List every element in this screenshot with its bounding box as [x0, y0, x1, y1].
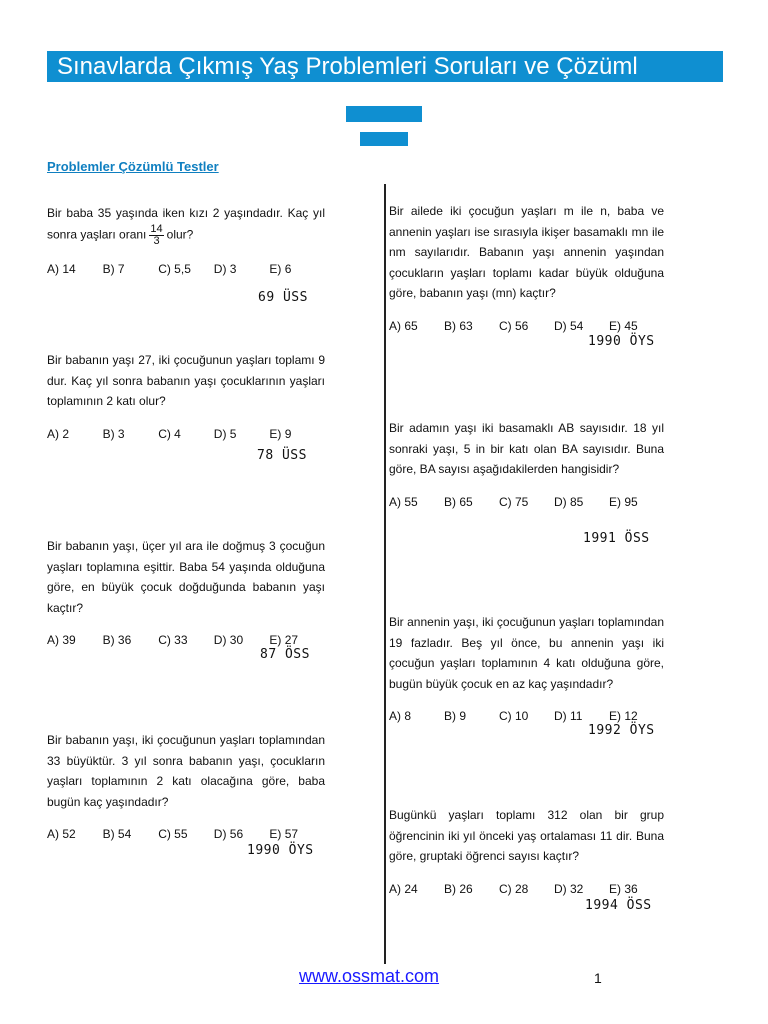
option-a: A) 39 [47, 633, 76, 647]
question-text: Bugünkü yaşları toplamı 312 olan bir grup öğrencinin iki yıl önceki yaş ortalaması 11 dir. Buna göre, gruptaki öğrenci sayısı kaçtır? [389, 808, 664, 863]
option-c: C) 4 [158, 426, 181, 441]
answer-options [47, 824, 325, 845]
option-a: A) 14 [47, 261, 76, 276]
option-e: E) 95 [609, 494, 638, 509]
footer-website-link[interactable]: www.ossmat.com [299, 966, 440, 986]
option-d: D) 54 [554, 318, 584, 333]
option-b: B) 65 [444, 494, 473, 509]
answer-options [389, 879, 664, 900]
source-label: 1990 ÖYS [247, 843, 314, 858]
option-d: D) 85 [554, 494, 584, 509]
page-title-banner [47, 51, 723, 82]
question-text: Bir annenin yaşı, iki çocuğunun yaşları toplamından 19 fazladır. Beş yıl önce, bu annenin yaşı iki çocuğun yaşları toplamının 4 katı olduğuna göre, bugün büyük çocuk en az kaç yaşındadır? [389, 615, 664, 691]
option-c: C) 33 [158, 633, 188, 647]
option-e: E) 12 [609, 709, 638, 723]
answer-options [389, 492, 664, 513]
source-label: 69 ÜSS [258, 290, 308, 305]
source-label: 1990 ÖYS [588, 334, 655, 349]
option-d: D) 11 [554, 709, 583, 723]
question-right-4 [389, 805, 664, 899]
option-d: D) 32 [554, 881, 584, 896]
question-text: Bir baba 35 yaşında iken kızı 2 yaşındadır. Kaç yıl sonra yaşları oranı $\frac{14}{3}$ olur? [47, 206, 325, 247]
question-text: Bir adamın yaşı iki basamaklı AB sayısıdır. 18 yıl sonraki yaşı, 5 in bir katı olan BA sayısıdır. Buna göre, BA sayısı aşağıdakilerden hangisidir? [389, 421, 664, 476]
option-b: B) 9 [444, 709, 467, 723]
source-label: 87 ÖSS [260, 647, 310, 662]
question-text: Bir ailede iki çocuğun yaşları m ile n, baba ve annenin yaşları ise sırasıyla ikişer basamaklı mn ile nm sayılarıdır. Babanın yaşı annenin yaşından çocukların yaşları toplamı kadar büyük olduğuna göre, babanın yaşı (mn) kaçtır? [389, 204, 664, 300]
question-right-1 [389, 201, 664, 336]
question-left-4 [47, 730, 325, 845]
source-label: 78 ÜSS [257, 448, 307, 463]
fraction: $\frac{14}{3}$ [150, 222, 163, 247]
decorative-bar-top [346, 106, 422, 122]
question-text: Bir babanın yaşı 27, iki çocuğunun yaşları toplamı 9 dur. Kaç yıl sonra babanın yaşı çocuklarının yaşları toplamının 2 katı olur? [47, 353, 325, 408]
option-c: C) 55 [158, 827, 188, 841]
option-e: E) 27 [269, 633, 299, 647]
source-label: 1991 ÖSS [583, 531, 650, 546]
source-label: 1994 ÖSS [585, 898, 652, 913]
option-a: A) 2 [47, 426, 70, 441]
option-d: D) 30 [213, 633, 244, 647]
option-c: C) 5,5 [158, 261, 191, 276]
option-d: D) 56 [213, 827, 244, 841]
column-divider [384, 184, 386, 964]
page-title: Sınavlarda Çıkmış Yaş Problemleri Soruları ve Çözüml [57, 53, 638, 80]
option-b: B) 54 [102, 827, 132, 841]
option-e: E) 36 [609, 881, 638, 896]
option-c: C) 10 [499, 709, 529, 723]
option-a: A) 55 [389, 494, 418, 509]
answer-options [47, 259, 325, 280]
option-a: A) 52 [47, 827, 76, 841]
option-c: C) 56 [499, 318, 529, 333]
question-text: Bir babanın yaşı, üçer yıl ara ile doğmuş 3 çocuğun yaşları toplamına eşittir. Baba 54 yaşında olduğuna göre, en büyük çocuk doğduğunda babanın yaşı kaçtır? [47, 539, 325, 615]
option-a: A) 8 [389, 709, 412, 723]
option-d: D) 5 [213, 426, 237, 441]
option-d: D) 3 [213, 261, 237, 276]
question-left-3 [47, 536, 325, 651]
decorative-bar-bottom [360, 132, 408, 146]
option-b: B) 36 [102, 633, 132, 647]
option-c: C) 28 [499, 881, 529, 896]
option-a: A) 24 [389, 881, 418, 896]
option-b: B) 63 [444, 318, 473, 333]
page-number: 1 [594, 970, 602, 986]
question-left-1 [47, 203, 325, 279]
source-label: 1992 ÖYS [588, 723, 655, 738]
option-e: E) 45 [609, 318, 638, 333]
option-a: A) 65 [389, 318, 418, 333]
answer-options [389, 316, 664, 337]
option-b: B) 7 [102, 261, 125, 276]
option-c: C) 75 [499, 494, 529, 509]
question-right-2 [389, 418, 664, 512]
question-right-3 [389, 612, 664, 727]
option-e: E) 57 [269, 827, 299, 841]
question-left-2 [47, 350, 325, 444]
option-b: B) 26 [444, 881, 473, 896]
option-b: B) 3 [102, 426, 125, 441]
section-title[interactable]: Problemler Çözümlü Testler [47, 159, 219, 174]
option-e: E) 6 [269, 261, 292, 276]
option-e: E) 9 [269, 426, 292, 441]
question-text: Bir babanın yaşı, iki çocuğunun yaşları toplamından 33 büyüktür. 3 yıl sonra babanın yaşı, çocukların yaşları toplamının 2 katı olacağına göre, baba bugün kaç yaşındadır? [47, 733, 325, 809]
answer-options [47, 424, 325, 445]
